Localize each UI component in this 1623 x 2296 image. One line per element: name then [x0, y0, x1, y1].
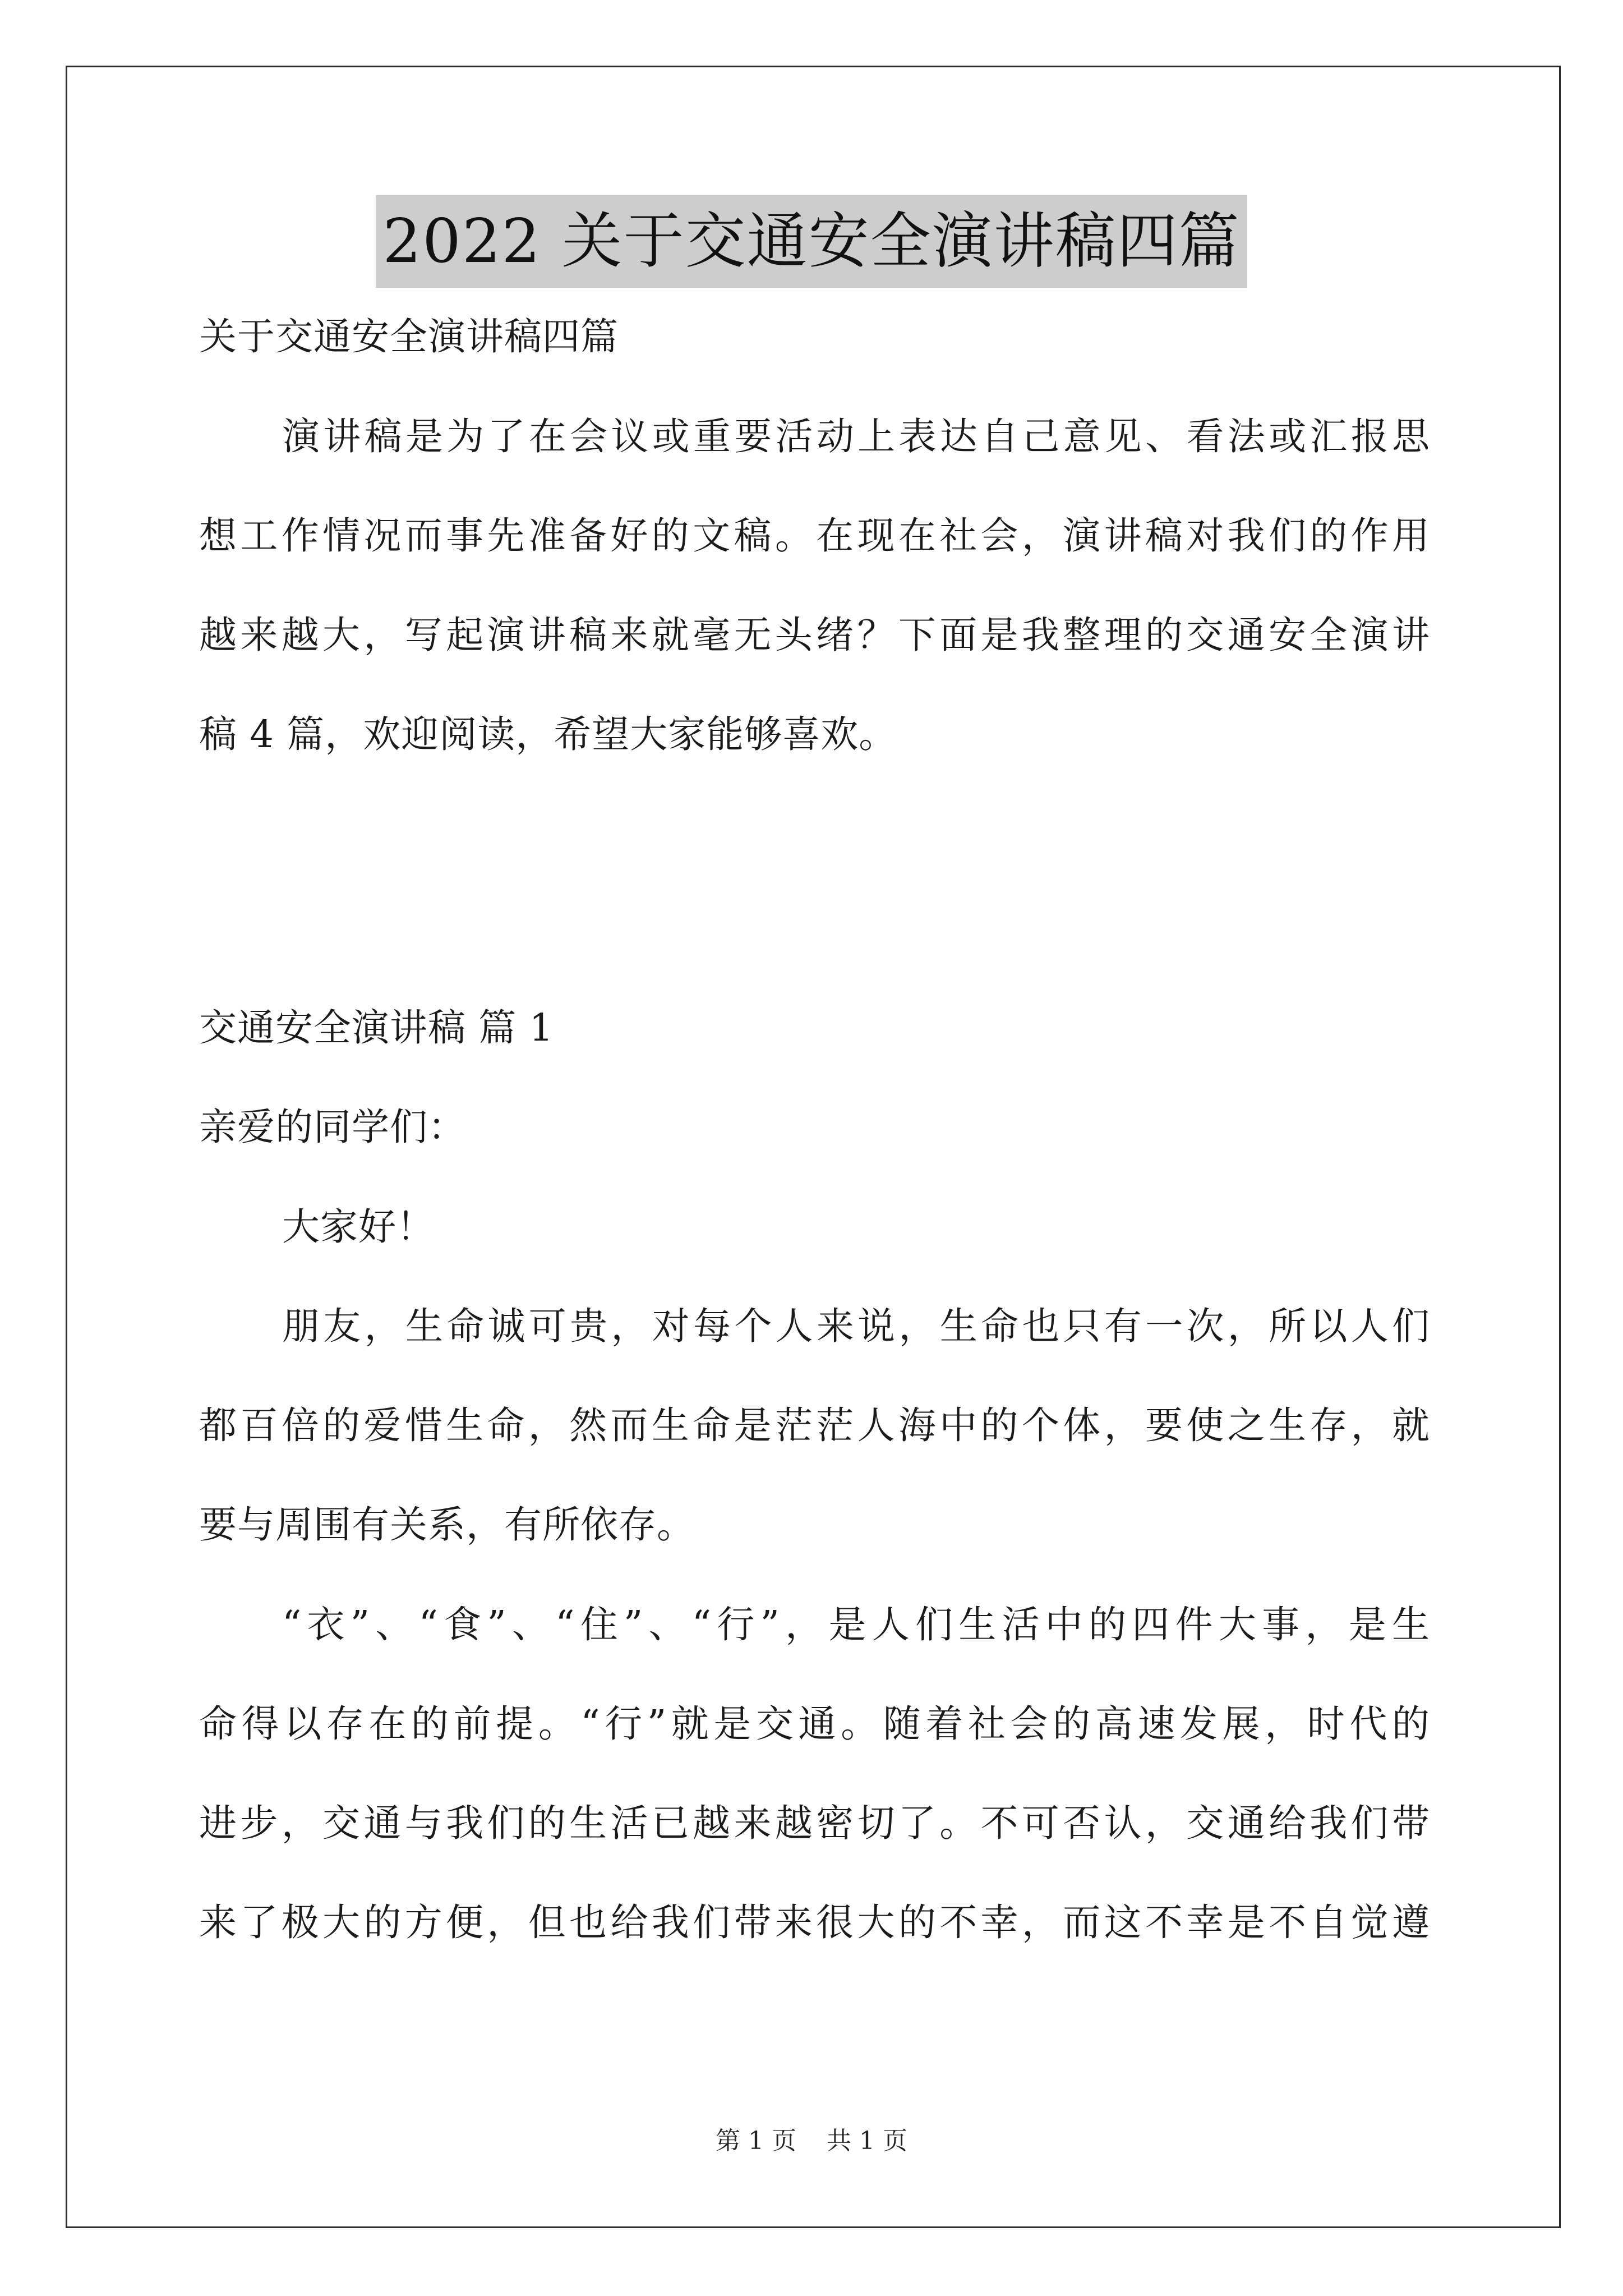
paragraph-line: 进步，交通与我们的生活已越来越密切了。不可否认，交通给我们带	[199, 1801, 1430, 1845]
intro-line: 演讲稿是为了在会议或重要活动上表达自己意见、看法或汇报思	[282, 415, 1430, 458]
intro-line: 稿 4 篇，欢迎阅读，希望大家能够喜欢。	[199, 712, 897, 756]
section-heading: 交通安全演讲稿 篇 1	[199, 1006, 554, 1050]
paragraph-line: “衣”、“食”、“住”、“行”，是人们生活中的四件大事，是生	[282, 1603, 1430, 1646]
paragraph-line: 要与周围有关系，有所依存。	[199, 1503, 695, 1547]
page-footer	[0, 2120, 1623, 2156]
intro-line: 想工作情况而事先准备好的文稿。在现在社会，演讲稿对我们的作用	[199, 514, 1430, 558]
title-container	[0, 195, 1623, 288]
page-count: 共 1 页	[827, 2127, 907, 2155]
paragraph-line: 朋友，生命诚可贵，对每个人来说，生命也只有一次，所以人们	[282, 1304, 1430, 1348]
intro-line: 越来越大，写起演讲稿来就毫无头绪？下面是我整理的交通安全演讲	[199, 613, 1430, 657]
document-subtitle: 关于交通安全演讲稿四篇	[199, 315, 619, 358]
paragraph-line: 来了极大的方便，但也给我们带来很大的不幸，而这不幸是不自觉遵	[199, 1901, 1430, 1944]
page-number: 第 1 页	[716, 2127, 796, 2155]
paragraph-line: 命得以存在的前提。“行”就是交通。随着社会的高速发展，时代的	[199, 1702, 1430, 1746]
salutation: 亲爱的同学们：	[199, 1105, 466, 1149]
document-title: 2022 关于交通安全演讲稿四篇	[376, 195, 1247, 288]
greeting: 大家好！	[282, 1205, 435, 1249]
paragraph-line: 都百倍的爱惜生命，然而生命是茫茫人海中的个体，要使之生存，就	[199, 1404, 1430, 1447]
